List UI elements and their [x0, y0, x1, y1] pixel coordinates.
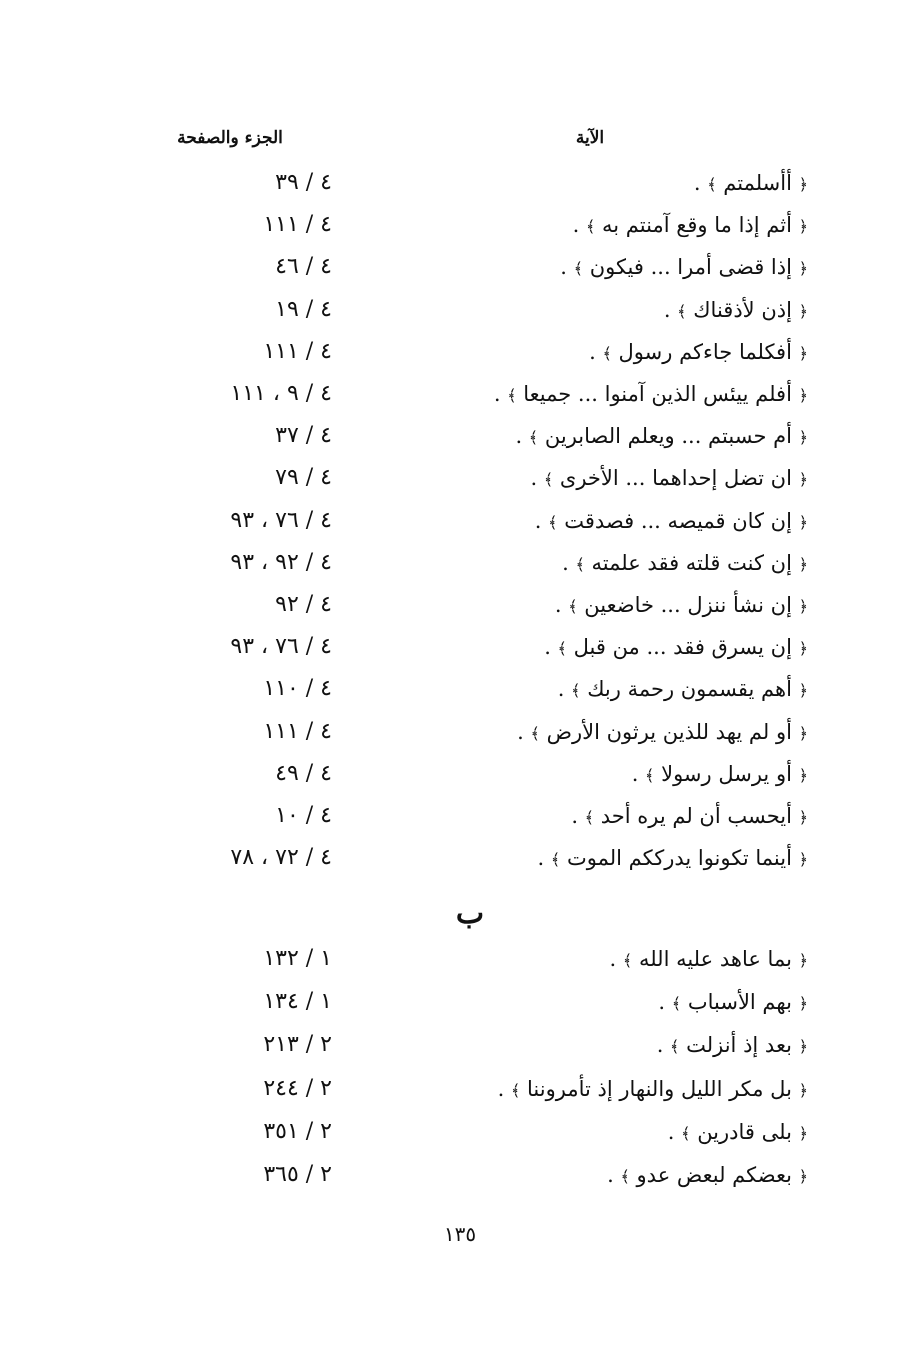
volume-page-ref: ٤ / ٧٦ ، ٩٣	[230, 507, 332, 533]
verse-entry	[288, 457, 808, 501]
ornate-bracket-close: ﴾	[645, 765, 655, 785]
page-number: ١٣٥	[443, 1222, 477, 1246]
ornate-bracket-close: ﴾	[548, 512, 558, 532]
ornate-bracket-open: ﴿	[798, 217, 808, 237]
ornate-bracket-open: ﴿	[798, 554, 808, 574]
verse-text: أثم إذا ما وقع آمنتم به	[602, 213, 792, 238]
volume-page-ref: ٤ / ٧٢ ، ٧٨	[230, 845, 332, 871]
verse-text: بهم الأسباب	[687, 990, 792, 1015]
index-row	[0, 415, 920, 457]
verse-text: ان تضل إحداهما ... الأخرى	[559, 466, 792, 491]
ornate-bracket-close: ﴾	[573, 259, 583, 279]
verse-text: أينما تكونوا يدرككم الموت	[566, 846, 792, 871]
volume-page-ref: ٢ / ٢٤٤	[263, 1075, 332, 1101]
index-row	[0, 795, 920, 837]
verse-text: أم حسبتم ... ويعلم الصابرين	[544, 424, 792, 449]
ornate-bracket-open: ﴿	[798, 175, 808, 194]
volume-page-ref: ٤ / ٤٩	[275, 760, 332, 786]
verse-end-dot: .	[493, 382, 508, 406]
verse-text: إن يسرق فقد ... من قبل	[573, 635, 792, 660]
volume-page-ref: ٤ / ٩٢ ، ٩٣	[230, 549, 332, 575]
ornate-bracket-close: ﴾	[530, 723, 540, 743]
verse-entry	[288, 1068, 808, 1112]
volume-page-ref: ٢ / ٣٥١	[263, 1118, 332, 1144]
ornate-bracket-close: ﴾	[557, 639, 567, 659]
ornate-bracket-close: ﴾	[584, 808, 595, 827]
verse-end-dot: .	[663, 297, 678, 322]
verse-end-dot: .	[658, 990, 672, 1015]
verse-end-dot: .	[589, 339, 603, 364]
index-row	[0, 938, 920, 980]
ornate-bracket-close: ﴾	[507, 386, 517, 405]
ornate-bracket-open: ﴿	[798, 386, 808, 405]
verse-end-dot: .	[544, 635, 558, 660]
verse-text: أأسلمتم	[723, 171, 792, 195]
verse-text: بعد إذ أنزلت	[686, 1033, 792, 1058]
verse-entry	[288, 981, 808, 1025]
verse-end-dot: .	[554, 593, 569, 617]
verse-text: بلى قادرين	[697, 1119, 792, 1144]
verse-entry	[288, 626, 808, 670]
ornate-bracket-close: ﴾	[510, 1080, 521, 1100]
index-row	[0, 542, 920, 584]
volume-page-ref: ٤ / ١١١	[263, 338, 332, 364]
verse-end-dot: .	[609, 947, 623, 971]
verse-end-dot: .	[631, 761, 646, 786]
verse-entry	[288, 668, 808, 712]
index-row	[0, 668, 920, 710]
verse-end-dot: .	[534, 508, 549, 533]
ornate-bracket-open: ﴿	[798, 850, 808, 870]
verse-entry	[288, 204, 808, 248]
verse-end-dot: .	[560, 255, 574, 280]
volume-page-ref: ٤ / ٩٢	[275, 592, 332, 617]
verse-entry	[288, 753, 808, 797]
verse-entry	[288, 1024, 808, 1068]
index-row	[0, 1154, 920, 1196]
volume-page-ref: ٤ / ٣٧	[275, 423, 332, 449]
volume-page-ref: ٤ / ١١١	[263, 718, 332, 744]
index-row	[0, 289, 920, 331]
verse-entry	[288, 246, 808, 290]
volume-page-ref: ٤ / ١١٠	[263, 676, 332, 702]
verse-entry	[288, 542, 808, 586]
ornate-bracket-open: ﴿	[798, 259, 808, 279]
volume-page-ref: ٤ / ٣٩	[275, 170, 332, 195]
index-row	[0, 626, 920, 668]
verse-text: إن نشأ ننزل ... خاضعين	[584, 593, 792, 617]
verse-entry	[288, 795, 808, 839]
verse-text: أفلم ييئس الذين آمنوا ... جميعا	[523, 382, 792, 406]
verse-entry	[288, 289, 808, 333]
section-letter-ba: ب	[455, 896, 485, 931]
ornate-bracket-open: ﴿	[798, 1080, 808, 1100]
volume-page-ref: ٢ / ٢١٣	[263, 1032, 332, 1058]
verse-entry	[288, 584, 808, 628]
index-row	[0, 981, 920, 1023]
verse-entry	[288, 415, 808, 459]
ornate-bracket-open: ﴿	[798, 343, 808, 363]
ornate-bracket-open: ﴿	[798, 1167, 808, 1186]
volume-page-ref: ٤ / ٩ ، ١١١	[230, 381, 332, 406]
volume-page-ref: ٤ / ٧٩	[275, 465, 332, 491]
index-row	[0, 837, 920, 879]
ornate-bracket-close: ﴾	[681, 1123, 691, 1143]
verse-end-dot: .	[693, 171, 708, 195]
ornate-bracket-close: ﴾	[671, 994, 682, 1014]
verse-text: بعضكم لبعض عدو	[636, 1163, 792, 1187]
verse-end-dot: .	[667, 1119, 682, 1144]
verse-end-dot: .	[607, 1163, 621, 1187]
verse-end-dot: .	[497, 1076, 511, 1101]
ornate-bracket-open: ﴿	[798, 951, 808, 970]
ornate-bracket-close: ﴾	[575, 554, 585, 574]
verse-end-dot: .	[517, 719, 531, 744]
index-row	[0, 1024, 920, 1066]
index-row	[0, 246, 920, 288]
ornate-bracket-close: ﴾	[571, 681, 581, 701]
verse-text: أفكلما جاءكم رسول	[618, 339, 792, 364]
index-row	[0, 204, 920, 246]
volume-page-ref: ٤ / ٧٦ ، ٩٣	[230, 634, 332, 660]
verse-entry	[288, 373, 808, 417]
verse-text: بل مكر الليل والنهار إذ تأمروننا	[527, 1076, 792, 1101]
index-row	[0, 711, 920, 753]
verse-text: إذن لأذقناك	[693, 297, 792, 322]
ornate-bracket-open: ﴿	[798, 681, 808, 701]
ornate-bracket-close: ﴾	[568, 597, 578, 616]
verse-entry	[288, 331, 808, 375]
ornate-bracket-open: ﴿	[798, 597, 808, 616]
ornate-bracket-close: ﴾	[528, 428, 539, 448]
verse-end-dot: .	[562, 550, 576, 575]
verse-text: بما عاهد عليه الله	[638, 947, 792, 971]
ornate-bracket-close: ﴾	[585, 217, 596, 237]
verse-end-dot: .	[557, 677, 572, 702]
ornate-bracket-open: ﴿	[798, 428, 808, 448]
ornate-bracket-close: ﴾	[602, 343, 612, 363]
index-row	[0, 162, 920, 204]
ornate-bracket-open: ﴿	[798, 1123, 808, 1143]
volume-page-ref: ١ / ١٣٤	[263, 989, 332, 1015]
ornate-bracket-open: ﴿	[798, 301, 808, 321]
ornate-bracket-close: ﴾	[670, 1037, 680, 1057]
ornate-bracket-open: ﴿	[798, 723, 808, 743]
volume-page-ref: ٤ / ١٠	[275, 803, 332, 828]
index-row	[0, 457, 920, 499]
verse-text: إذا قضى أمرا ... فيكون	[589, 255, 792, 280]
index-row	[0, 753, 920, 795]
verse-text: أو يرسل رسولا	[661, 761, 792, 786]
volume-page-ref: ٢ / ٣٦٥	[263, 1162, 332, 1187]
ornate-bracket-open: ﴿	[798, 765, 808, 785]
verse-text: إن كنت قلته فقد علمته	[591, 550, 792, 575]
reference-column-header: الجزء والصفحة	[177, 128, 283, 148]
index-row	[0, 331, 920, 373]
ornate-bracket-close: ﴾	[622, 951, 633, 970]
verse-text: أهم يقسمون رحمة ربك	[587, 677, 792, 702]
verse-text: إن كان قميصه ... فصدقت	[564, 508, 792, 533]
verse-end-dot: .	[656, 1033, 671, 1058]
verse-column-header: الآية	[575, 128, 605, 148]
verse-end-dot: .	[537, 846, 551, 871]
ornate-bracket-close: ﴾	[707, 175, 717, 194]
verse-end-dot: .	[515, 424, 529, 449]
ornate-bracket-close: ﴾	[550, 850, 561, 870]
verse-entry	[288, 1154, 808, 1198]
ornate-bracket-open: ﴿	[798, 470, 808, 490]
verse-entry	[288, 162, 808, 206]
ornate-bracket-open: ﴿	[798, 512, 808, 532]
index-row	[0, 1068, 920, 1110]
verse-text: أو لم يهد للذين يرثون الأرض	[546, 719, 792, 744]
volume-page-ref: ٤ / ٤٦	[275, 254, 332, 280]
verse-entry	[288, 938, 808, 982]
verse-end-dot: .	[530, 466, 544, 491]
ornate-bracket-close: ﴾	[543, 470, 554, 490]
verse-end-dot: .	[572, 213, 586, 238]
index-row	[0, 1111, 920, 1153]
verse-entry	[288, 1111, 808, 1155]
ornate-bracket-close: ﴾	[677, 301, 687, 321]
verse-entry	[288, 500, 808, 544]
verse-end-dot: .	[571, 804, 585, 828]
ornate-bracket-open: ﴿	[798, 639, 808, 659]
verse-entry	[288, 837, 808, 881]
verse-text: أيحسب أن لم يره أحد	[600, 804, 792, 828]
volume-page-ref: ٤ / ١١١	[263, 212, 332, 238]
verse-entry	[288, 711, 808, 755]
index-row	[0, 584, 920, 626]
ornate-bracket-open: ﴿	[798, 994, 808, 1014]
ornate-bracket-open: ﴿	[798, 1037, 808, 1057]
volume-page-ref: ١ / ١٣٢	[263, 946, 332, 971]
ornate-bracket-open: ﴿	[798, 808, 808, 827]
volume-page-ref: ٤ / ١٩	[275, 296, 332, 322]
index-row	[0, 500, 920, 542]
ornate-bracket-close: ﴾	[620, 1167, 630, 1186]
index-row	[0, 373, 920, 415]
